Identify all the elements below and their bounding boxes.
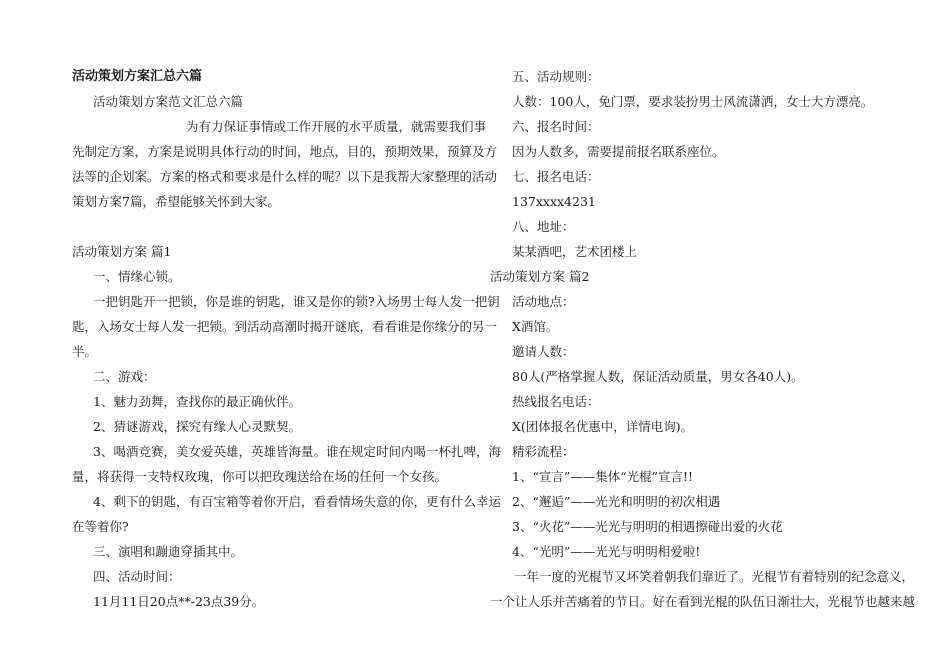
hotline-text: X(团体报名优惠中，详情电询)。 — [512, 419, 694, 434]
item-heading: 四、活动时间： — [93, 569, 181, 584]
signup-text: 因为人数多，需要提前报名联系座位。 — [512, 144, 725, 159]
item-heading: 三、演唱和蹦迪穿插其中。 — [93, 544, 244, 559]
document-title: 活动策划方案汇总六篇 — [72, 69, 203, 84]
flow-item: 1、“宣言”——集体“光棍”宣言!! — [512, 469, 694, 484]
closing-line: 一个让人乐并苦痛着的节日。好在看到光棍的队伍日渐壮大，光棍节也越来越 — [490, 594, 916, 609]
invite-text: 80人(严格掌握人数，保证活动质量，男女各40人)。 — [512, 369, 804, 384]
game-item: 3、喝酒竞赛，美女爱英雄，英雄皆海量。谁在规定时间内喝一杯扎啤，海 — [93, 444, 501, 459]
phone-number: 137xxxx4231 — [512, 194, 596, 209]
intro-line: 法等的企划案。方案的格式和要求是什么样的呢？以下是我帮大家整理的活动 — [72, 169, 498, 184]
right-column — [490, 64, 916, 614]
flow-item: 4、“光明”——光光与明明相爱啦! — [512, 544, 701, 559]
intro-line: 为有力保证事情或工作开展的水平质量，就需要我们事 — [186, 119, 487, 134]
item-heading: 八、地址： — [512, 219, 575, 234]
venue-label: 活动地点： — [512, 294, 575, 309]
game-item: 1、魅力劲舞，查找你的最正确伙伴。 — [93, 394, 301, 409]
paragraph-line: 匙，入场女士每人发一把锁。到活动高潮时揭开谜底，看看谁是你缘分的另一 — [72, 319, 498, 334]
section-heading-1: 活动策划方案 篇1 — [72, 244, 172, 259]
closing-line: 一年一度的光棍节又坏笑着朝我们靠近了。光棍节有着特别的纪念意义， — [514, 569, 915, 584]
rules-text: 人数：100人，免门票，要求装扮男士风流潇洒，女士大方漂亮。 — [512, 94, 874, 109]
flow-label: 精彩流程： — [512, 444, 575, 459]
left-column — [72, 64, 501, 614]
spacer — [72, 214, 462, 239]
flow-item: 2、“邂逅”——光光和明明的初次相遇 — [512, 494, 721, 509]
section-heading-2: 活动策划方案 篇2 — [490, 269, 590, 284]
paragraph-line: 半。 — [72, 344, 98, 359]
game-item: 2、猜谜游戏，探究有缘人心灵默契。 — [93, 419, 301, 434]
hotline-label: 热线报名电话： — [512, 394, 600, 409]
document-subtitle: 活动策划方案范文汇总六篇 — [93, 94, 244, 109]
item-heading: 二、游戏： — [93, 369, 156, 384]
item-heading: 七、报名电话： — [512, 169, 600, 184]
game-item-cont: 在等着你? — [72, 519, 129, 534]
event-time: 11月11日20点**-23点39分。 — [93, 594, 265, 609]
paragraph-line: 一把钥匙开一把锁，你是谁的钥匙，谁又是你的锁?入场男士每人发一把钥 — [93, 294, 500, 309]
item-heading: 五、活动规则： — [512, 69, 600, 84]
flow-item: 3、“火花”——光光与明明的相遇擦碰出爱的火花 — [512, 519, 783, 534]
item-heading: 六、报名时间： — [512, 119, 600, 134]
item-heading: 一、情缘心锁。 — [93, 269, 181, 284]
venue-text: X酒馆。 — [512, 319, 559, 334]
address-text: 某某酒吧，艺术团楼上 — [512, 244, 638, 259]
intro-line: 先制定方案，方案是说明具体行动的时间，地点，目的，预期效果，预算及方 — [72, 144, 498, 159]
invite-label: 邀请人数： — [512, 344, 575, 359]
intro-line: 策划方案7篇，希望能够关怀到大家。 — [72, 194, 280, 209]
game-item-cont: 量，将获得一支特权玫瑰，你可以把玫瑰送给在场的任何一个女孩。 — [72, 469, 448, 484]
game-item: 4、剩下的钥匙，有百宝箱等着你开启，看看情场失意的你，更有什么幸运 — [93, 494, 501, 509]
